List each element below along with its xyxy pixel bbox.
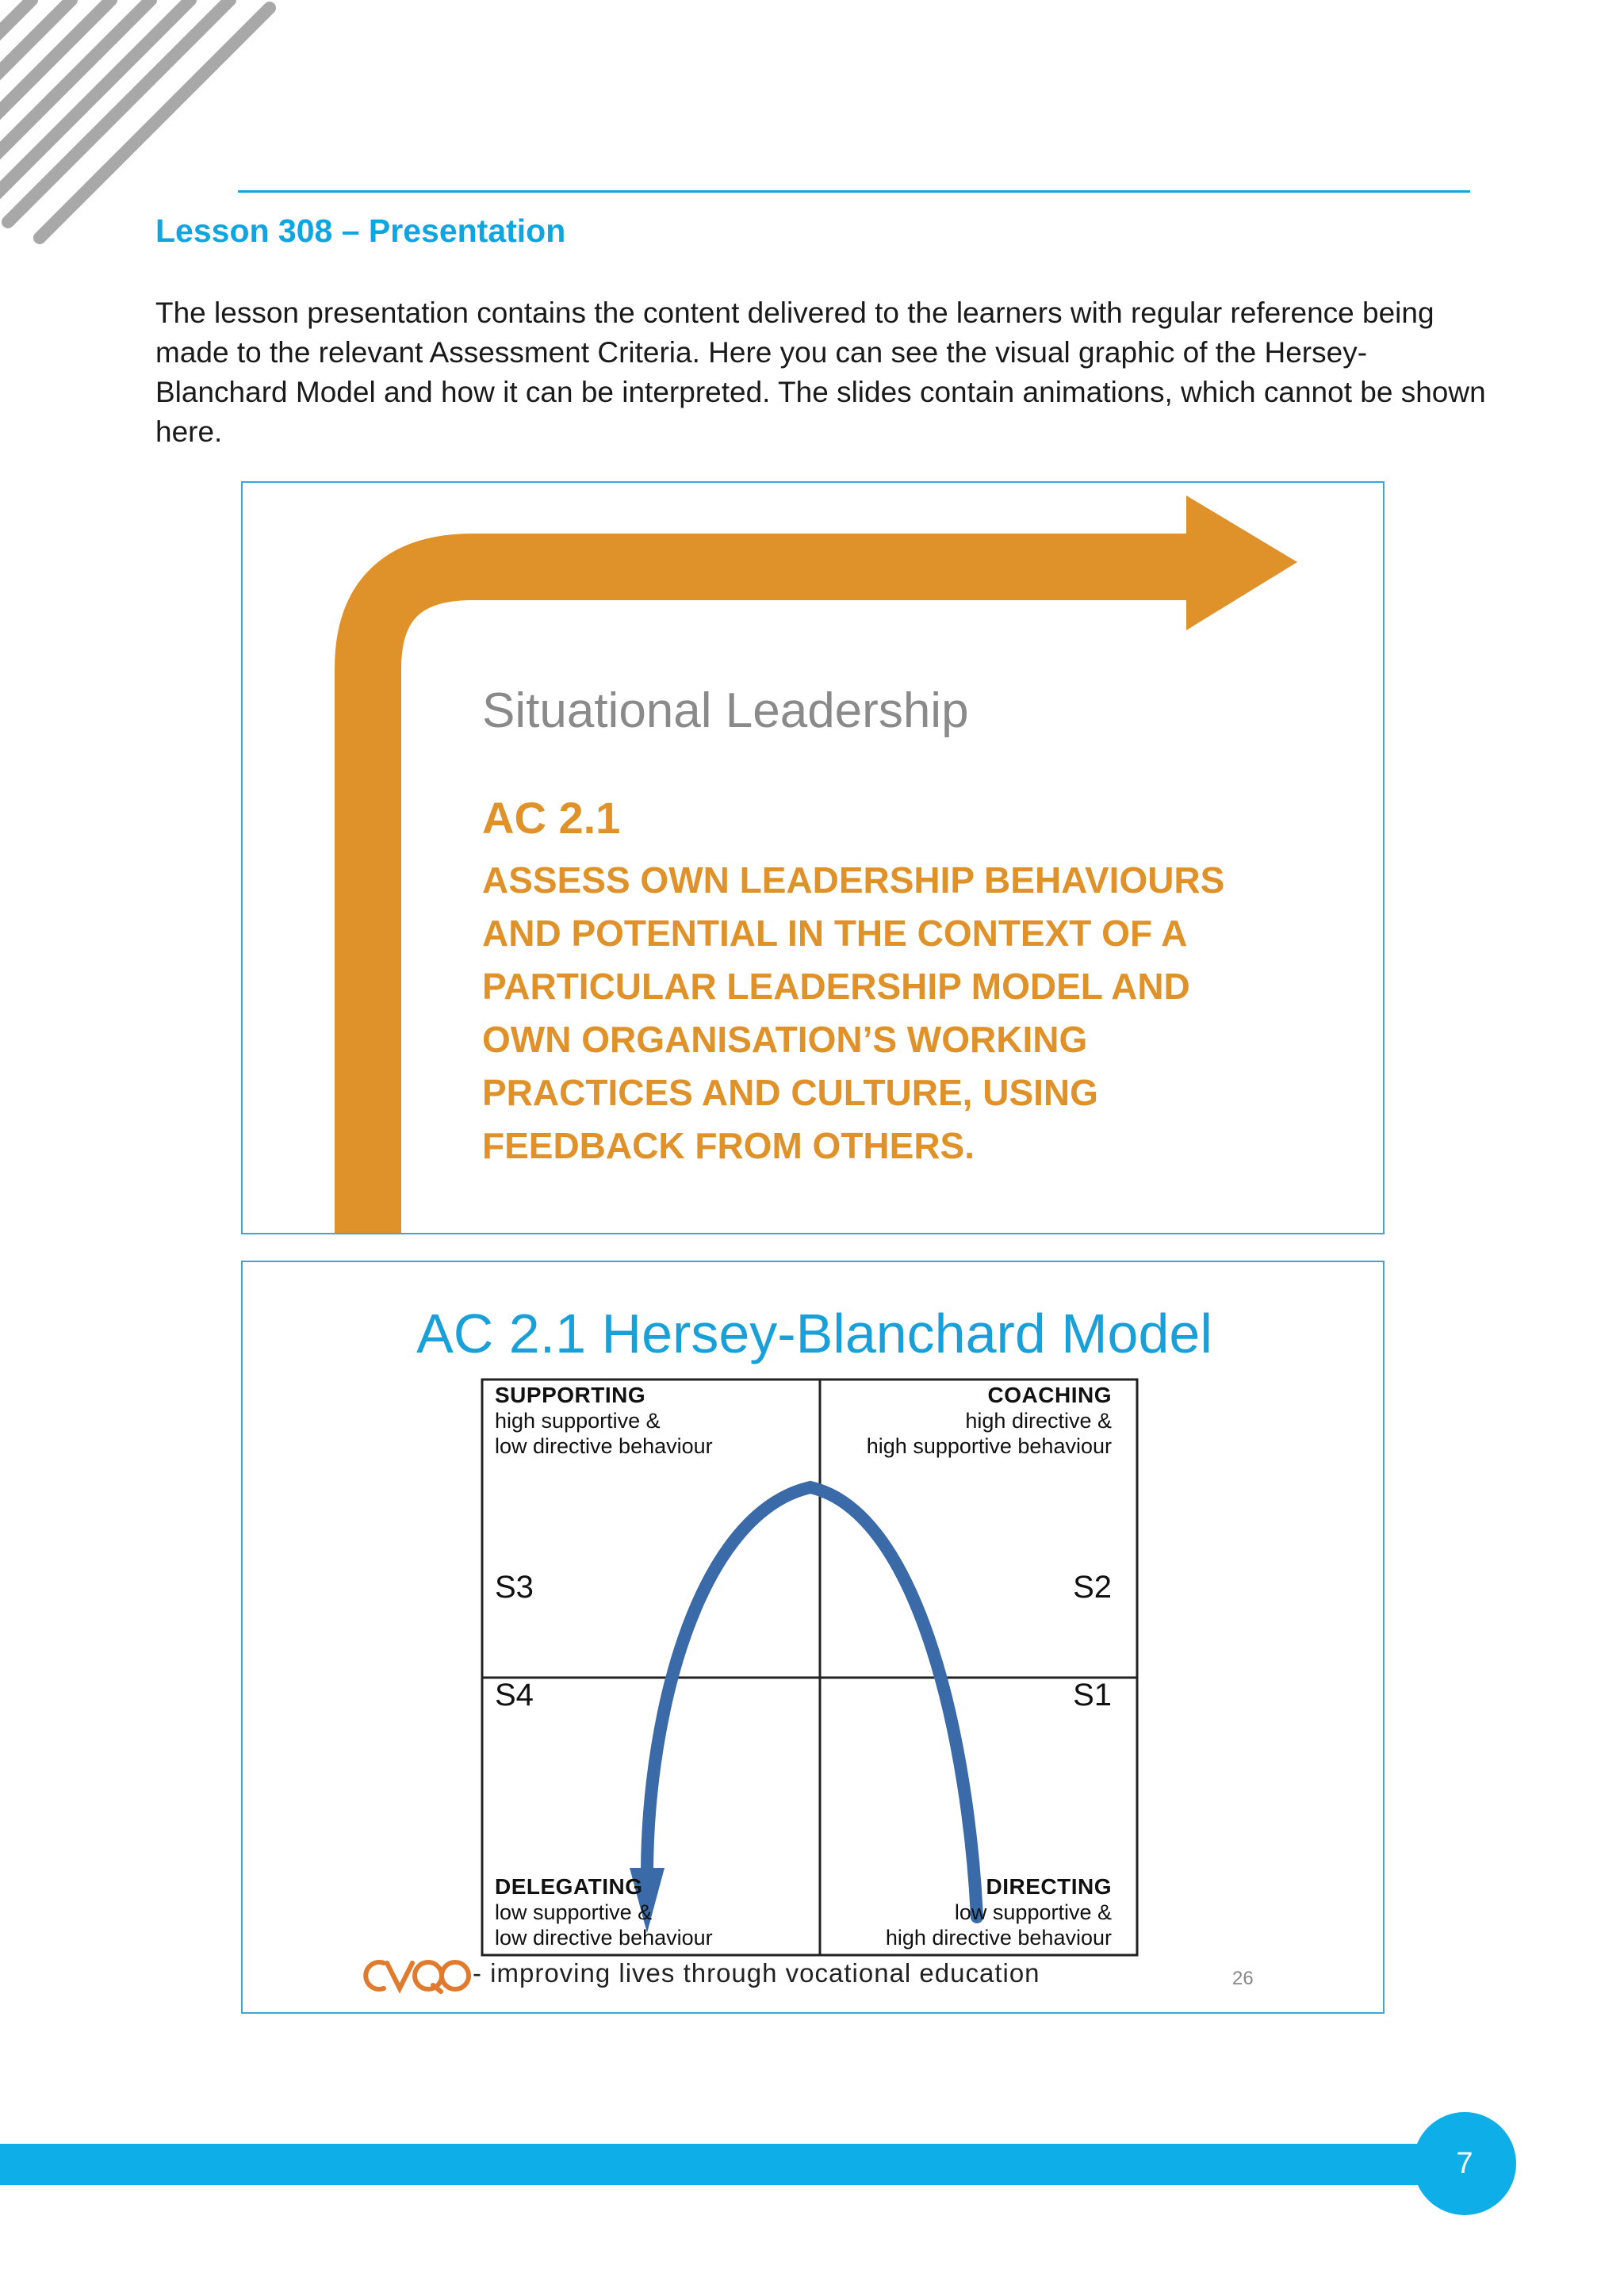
page-number-badge	[1413, 2112, 1516, 2215]
bottom-accent-bar	[0, 2144, 1443, 2185]
slide1-description: ASSESS OWN LEADERSHIP BEHAVIOURS AND POTENTIAL IN THE CONTEXT OF A PARTICULAR LEADERSHIP MODEL AND OWN ORGANISATION’S WORKING PRACTICES AND CULTURE, USING FEEDBACK FROM OTHERS.	[482, 859, 1225, 1166]
quadrant-line: high directive behaviour	[885, 1926, 1112, 1950]
intro-paragraph: The lesson presentation contains the content delivered to the learners with regular reference being made to the relevant Assessment Criteria. Here you can see the visual graphic of the Hersey-Blanchard Model and how it can be interpreted. The slides contain animations, which cannot be shown here.	[155, 297, 1486, 448]
lesson-title: Lesson 308 – Presentation	[155, 212, 566, 249]
quadrant-line: low directive behaviour	[495, 1926, 713, 1950]
slide1-title: Situational Leadership	[482, 683, 969, 738]
grid-border	[482, 1380, 1137, 1955]
style-label-s1: S1	[1073, 1678, 1112, 1712]
quadrant-coaching	[867, 1383, 1112, 1459]
slide-number: 26	[1232, 1968, 1254, 1989]
slide-situational-leadership	[241, 481, 1385, 1234]
quadrant-line: high supportive &	[495, 1409, 661, 1433]
page-number: 7	[1456, 2146, 1473, 2180]
quadrant-delegating	[495, 1874, 713, 1950]
quadrant-line: low supportive &	[495, 1900, 653, 1924]
slide1-ac-code: AC 2.1	[482, 793, 621, 843]
quadrant-line: low directive behaviour	[495, 1434, 713, 1458]
style-label-s3: S3	[495, 1570, 534, 1605]
style-label-s2: S2	[1073, 1570, 1112, 1605]
style-label-s4: S4	[495, 1678, 534, 1712]
top-rule	[238, 190, 1470, 193]
quadrant-heading: DELEGATING	[495, 1874, 643, 1899]
slide-footer-tagline: - improving lives through vocational education	[473, 1958, 1040, 1988]
quadrant-directing	[886, 1874, 1112, 1950]
quadrant-line: high directive &	[965, 1409, 1112, 1433]
quadrant-heading: DIRECTING	[986, 1874, 1112, 1899]
cvqo-logo	[360, 1957, 471, 1995]
quadrant-line: high supportive behaviour	[866, 1434, 1112, 1458]
slide-hersey-blanchard	[241, 1261, 1385, 2014]
quadrant-heading: SUPPORTING	[495, 1383, 646, 1407]
slide2-title: AC 2.1 Hersey-Blanchard Model	[416, 1303, 1212, 1364]
quadrant-heading: COACHING	[987, 1383, 1112, 1407]
quadrant-supporting	[495, 1383, 713, 1459]
quadrant-line: low supportive &	[954, 1900, 1112, 1924]
